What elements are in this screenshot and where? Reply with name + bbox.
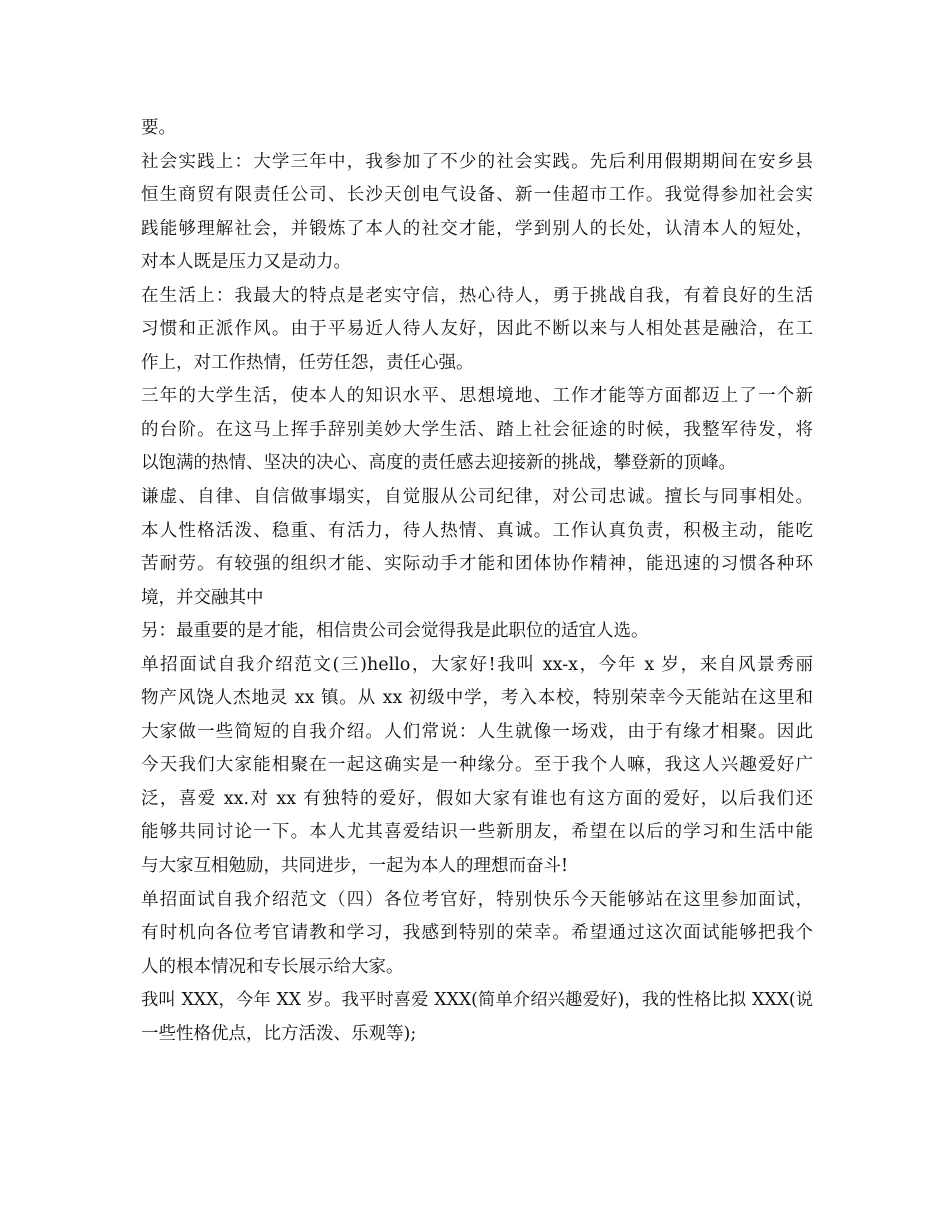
text-line: 今天我们大家能相聚在一起这确实是一种缘分。至于我个人嘛，我这人兴趣爱好广 xyxy=(141,755,813,776)
text-line: 社会实践上：大学三年中，我参加了不少的社会实践。先后利用假期期间在安乡县 xyxy=(141,151,813,172)
text-line: 单招面试自我介绍范文(三)hello，大家好!我叫 xx-x，今年 x 岁，来自风景秀丽 xyxy=(141,654,813,675)
text-line: 在生活上：我最大的特点是老实守信，热心待人，勇于挑战自我，有着良好的生活 xyxy=(141,285,813,306)
text-line: 人的根本情况和专长展示给大家。 xyxy=(141,956,404,977)
text-line: 能够共同讨论一下。本人尤其喜爱结识一些新朋友，希望在以后的学习和生活中能 xyxy=(141,822,813,843)
text-line: 践能够理解社会，并锻炼了本人的社交才能，学到别人的长处，认清本人的短处， xyxy=(141,218,813,239)
text-line: 大家做一些简短的自我介绍。人们常说：人生就像一场戏，由于有缘才相聚。因此 xyxy=(141,721,813,742)
text-line: 对本人既是压力又是动力。 xyxy=(141,252,351,273)
text-line: 单招面试自我介绍范文（四）各位考官好，特别快乐今天能够站在这里参加面试， xyxy=(141,889,813,910)
text-line: 作上，对工作热情，任劳任怨，责任心强。 xyxy=(141,352,474,373)
text-line: 三年的大学生活，使本人的知识水平、思想境地、工作才能等方面都迈上了一个新 xyxy=(141,386,813,407)
text-line: 我叫 XXX，今年 XX 岁。我平时喜爱 XXX(简单介绍兴趣爱好)，我的性格比拟 XXX(说 xyxy=(141,990,813,1011)
text-line: 要。 xyxy=(141,118,176,138)
text-line: 有时机向各位考官请教和学习，我感到特别的荣幸。希望通过这次面试能够把我个 xyxy=(141,923,813,944)
text-line: 物产风饶人杰地灵 xx 镇。从 xx 初级中学，考入本校，特别荣幸今天能站在这里和 xyxy=(141,688,813,709)
text-line: 以饱满的热情、坚决的决心、高度的责任感去迎接新的挑战，攀登新的顶峰。 xyxy=(141,453,736,474)
document-body xyxy=(141,112,813,1051)
text-line: 另：最重要的是才能，相信贵公司会觉得我是此职位的适宜人选。 xyxy=(141,621,649,642)
text-line: 本人性格活泼、稳重、有活力，待人热情、真诚。工作认真负责，积极主动，能吃 xyxy=(141,520,813,541)
text-line: 一些性格优点，比方活泼、乐观等); xyxy=(141,1023,417,1044)
text-line: 习惯和正派作风。由于平易近人待人友好，因此不断以来与人相处甚是融洽，在工 xyxy=(141,319,813,340)
text-line: 谦虚、自律、自信做事塌实，自觉服从公司纪律，对公司忠诚。擅长与同事相处。 xyxy=(141,487,813,508)
text-line: 苦耐劳。有较强的组织才能、实际动手才能和团体协作精神，能迅速的习惯各种环 xyxy=(141,554,813,575)
text-line: 境，并交融其中 xyxy=(141,587,264,608)
text-line: 与大家互相勉励，共同进步，一起为本人的理想而奋斗! xyxy=(141,856,569,877)
text-line: 的台阶。在这马上挥手辞别美妙大学生活、踏上社会征途的时候，我整军待发，将 xyxy=(141,419,813,440)
text-line: 泛，喜爱 xx.对 xx 有独特的爱好，假如大家有谁也有这方面的爱好，以后我们还 xyxy=(141,788,813,809)
text-line: 恒生商贸有限责任公司、长沙天创电气设备、新一佳超市工作。我觉得参加社会实 xyxy=(141,185,813,206)
